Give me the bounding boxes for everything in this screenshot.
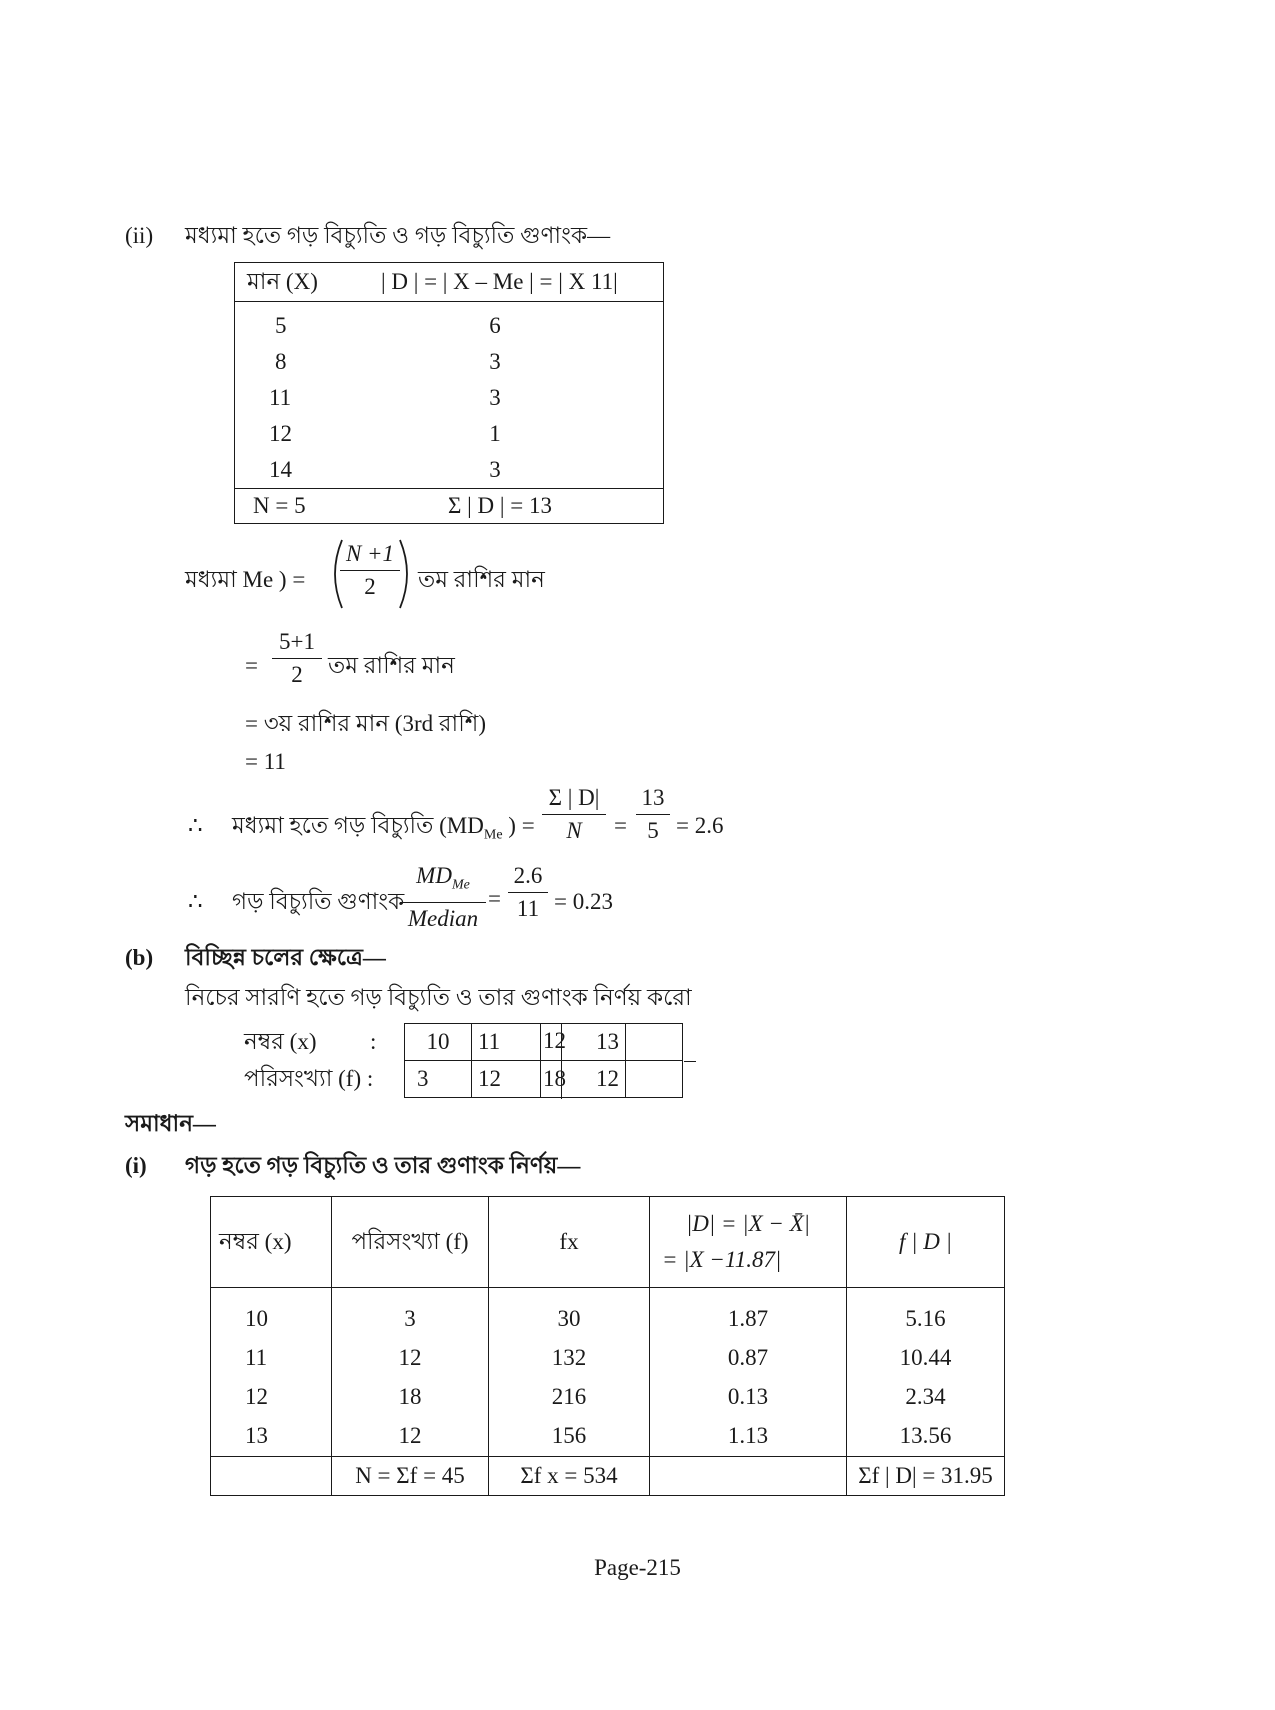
- table-header-cell: [650, 1197, 847, 1288]
- table-cell: 1: [489, 420, 501, 446]
- step2: = ৩য় রাশির মান (3rd রাশি): [245, 711, 487, 736]
- table-header-cell: নম্বর (x): [211, 1197, 332, 1288]
- table-row: [266, 1061, 683, 1098]
- step1-fraction: [272, 628, 322, 689]
- solution-label: সমাধান—: [125, 1111, 216, 1136]
- md-me-label: [232, 812, 535, 850]
- fraction-numerator: Σ | D|: [548, 785, 600, 810]
- step3: = 11: [245, 749, 286, 774]
- md-me-fraction-2: [636, 784, 670, 845]
- table-row: [235, 344, 664, 380]
- table-cell: 216: [489, 1378, 650, 1417]
- fraction-denominator: 2: [364, 574, 376, 599]
- table-cell: 10: [211, 1300, 332, 1339]
- page-number: Page-215: [594, 1555, 681, 1580]
- equals-sign: =: [488, 886, 501, 911]
- section-label: (i): [125, 1153, 147, 1178]
- table-divider: [684, 1061, 696, 1062]
- table-header-row: [235, 263, 664, 302]
- row-colon: :: [370, 1028, 377, 1054]
- table-header-cell: | D | = | X – Me | = | X 11|: [381, 269, 618, 294]
- equals-sign: =: [614, 813, 627, 838]
- median-suffix: তম রাশির মান: [418, 567, 545, 592]
- table-cell: 1.13: [650, 1417, 847, 1457]
- table-cell: 0.87: [650, 1339, 847, 1378]
- table-header-cell: fx: [489, 1197, 650, 1288]
- table-cell: [244, 1024, 405, 1061]
- table-footer-cell: Σf | D| = 31.95: [847, 1456, 1005, 1495]
- table-cell: 3: [489, 456, 501, 482]
- overlap-value: 18: [543, 1066, 566, 1091]
- table-cell: 156: [489, 1417, 650, 1457]
- table-footer-cell: Σ | D | = 13: [448, 492, 552, 518]
- table-footer-cell: [211, 1456, 332, 1495]
- table-cell: 11: [211, 1339, 332, 1378]
- fraction-bar: [272, 658, 322, 659]
- coef-num-sub: Me: [451, 877, 470, 893]
- coef-fraction-2: [508, 862, 548, 923]
- fraction-bar: [636, 814, 670, 815]
- table-cell: 3: [489, 384, 501, 410]
- table-footer-cell: Σf x = 534: [489, 1456, 650, 1495]
- therefore-symbol: ∴: [188, 889, 203, 914]
- header-line-1: |D| = |X − X̄|: [685, 1211, 811, 1236]
- table-cell: 18: [332, 1378, 489, 1417]
- table-row: [211, 1339, 1005, 1378]
- table-cell: 2.34: [847, 1378, 1005, 1417]
- fraction-numerator: 13: [641, 785, 665, 810]
- md-me-label-text: মধ্যমা হতে গড় বিচ্যুতি (MD: [232, 813, 484, 838]
- median-deviation-table: [234, 262, 664, 524]
- table-row: [266, 1024, 683, 1061]
- fraction-numerator: 5+1: [279, 629, 315, 654]
- section-title: মধ্যমা হতে গড় বিচ্যুতি ও গড় বিচ্যুতি গুণাংক—: [185, 223, 611, 248]
- table-cell: 3: [489, 348, 501, 374]
- table-cell: 1.87: [650, 1300, 847, 1339]
- table-row: [211, 1417, 1005, 1457]
- median-fraction: [340, 540, 400, 601]
- fraction-numerator: N +1: [345, 541, 395, 566]
- instruction-text: নিচের সারণি হতে গড় বিচ্যুতি ও তার গুণাংক নির্ণয় করো: [185, 985, 692, 1010]
- median-label: মধ্যমা Me ) =: [185, 567, 306, 592]
- coef-label: গড় বিচ্যুতি গুণাংক: [232, 889, 405, 914]
- therefore-symbol: ∴: [188, 813, 203, 838]
- table-cell: 0.13: [650, 1378, 847, 1417]
- fraction-bar: [542, 814, 606, 815]
- md-me-result: = 2.6: [676, 813, 724, 838]
- md-me-sub: Me: [483, 827, 503, 843]
- table-cell: 12: [541, 1061, 626, 1098]
- table-cell: 12: [332, 1417, 489, 1457]
- table-cell: [626, 1061, 683, 1098]
- frequency-table: [244, 1023, 683, 1098]
- section-label: (b): [125, 945, 154, 970]
- table-cell: 132: [489, 1339, 650, 1378]
- fraction-denominator: 2: [291, 662, 303, 687]
- table-cell: [244, 1061, 405, 1098]
- table-row: [235, 416, 664, 452]
- fraction-bar: [508, 892, 548, 893]
- coef-num-text: MD: [416, 863, 452, 888]
- overlap-value: 12: [543, 1028, 566, 1053]
- table-cell: 13: [541, 1024, 626, 1061]
- table-cell: 5: [275, 312, 287, 338]
- table-cell: 13.56: [847, 1417, 1005, 1457]
- table-row: [211, 1300, 1005, 1339]
- section-title: বিচ্ছিন্ন চলের ক্ষেত্রে—: [185, 945, 386, 970]
- row-label: পরিসংখ্যা (f) :: [244, 1065, 374, 1091]
- coef-fraction: [400, 862, 486, 933]
- table-footer-cell: N = 5: [253, 492, 306, 518]
- table-cell: 11: [472, 1024, 541, 1061]
- fraction-bar: [340, 570, 400, 571]
- header-line-2: = |X −11.87|: [662, 1247, 782, 1272]
- fraction-denominator: N: [566, 818, 582, 843]
- table-footer-row: [211, 1456, 1005, 1495]
- mean-deviation-table: [210, 1196, 1005, 1496]
- section-label: (ii): [125, 223, 154, 248]
- fraction-bar: [400, 902, 486, 903]
- fraction-denominator: 5: [647, 818, 659, 843]
- table-cell: 10: [405, 1024, 472, 1061]
- table-footer-row: [235, 488, 664, 523]
- table-cell: 12: [269, 420, 292, 446]
- row-label: নম্বর (x): [244, 1028, 317, 1054]
- right-paren-icon: [396, 538, 416, 610]
- step1-suffix: তম রাশির মান: [328, 653, 455, 678]
- table-header-row: [211, 1197, 1005, 1288]
- table-cell: 12: [472, 1061, 541, 1098]
- fraction-numerator: [400, 862, 486, 900]
- table-row: [235, 452, 664, 489]
- fraction-numerator: 2.6: [513, 863, 543, 888]
- table-row: [235, 308, 664, 344]
- table-cell: 13: [211, 1417, 332, 1457]
- table-header-cell: মান (X): [247, 269, 318, 294]
- coef-result: = 0.23: [554, 889, 613, 914]
- table-cell: 11: [269, 384, 292, 410]
- table-cell: 14: [269, 456, 292, 482]
- table-cell: 3: [405, 1061, 472, 1098]
- table-cell: 12: [332, 1339, 489, 1378]
- table-row: [235, 380, 664, 416]
- table-row: [211, 1378, 1005, 1417]
- table-cell: 5.16: [847, 1300, 1005, 1339]
- table-header-cell: পরিসংখ্যা (f): [332, 1197, 489, 1288]
- table-cell: 6: [489, 312, 501, 338]
- table-header-cell: f | D |: [847, 1197, 1005, 1288]
- step-equals: =: [245, 653, 258, 678]
- table-cell: 30: [489, 1300, 650, 1339]
- fraction-denominator: 11: [516, 896, 540, 921]
- md-me-fraction: [542, 784, 606, 845]
- table-cell: 12: [211, 1378, 332, 1417]
- table-divider: [561, 1023, 562, 1099]
- table-cell: 10.44: [847, 1339, 1005, 1378]
- table-footer-cell: N = Σf = 45: [332, 1456, 489, 1495]
- section-title: গড় হতে গড় বিচ্যুতি ও তার গুণাংক নির্ণয়—: [185, 1153, 581, 1178]
- table-cell: [626, 1024, 683, 1061]
- table-cell: 8: [275, 348, 287, 374]
- fraction-denominator: Median: [407, 905, 479, 931]
- table-cell: 3: [332, 1300, 489, 1339]
- md-me-close: ) =: [502, 813, 535, 838]
- table-footer-cell: [650, 1456, 847, 1495]
